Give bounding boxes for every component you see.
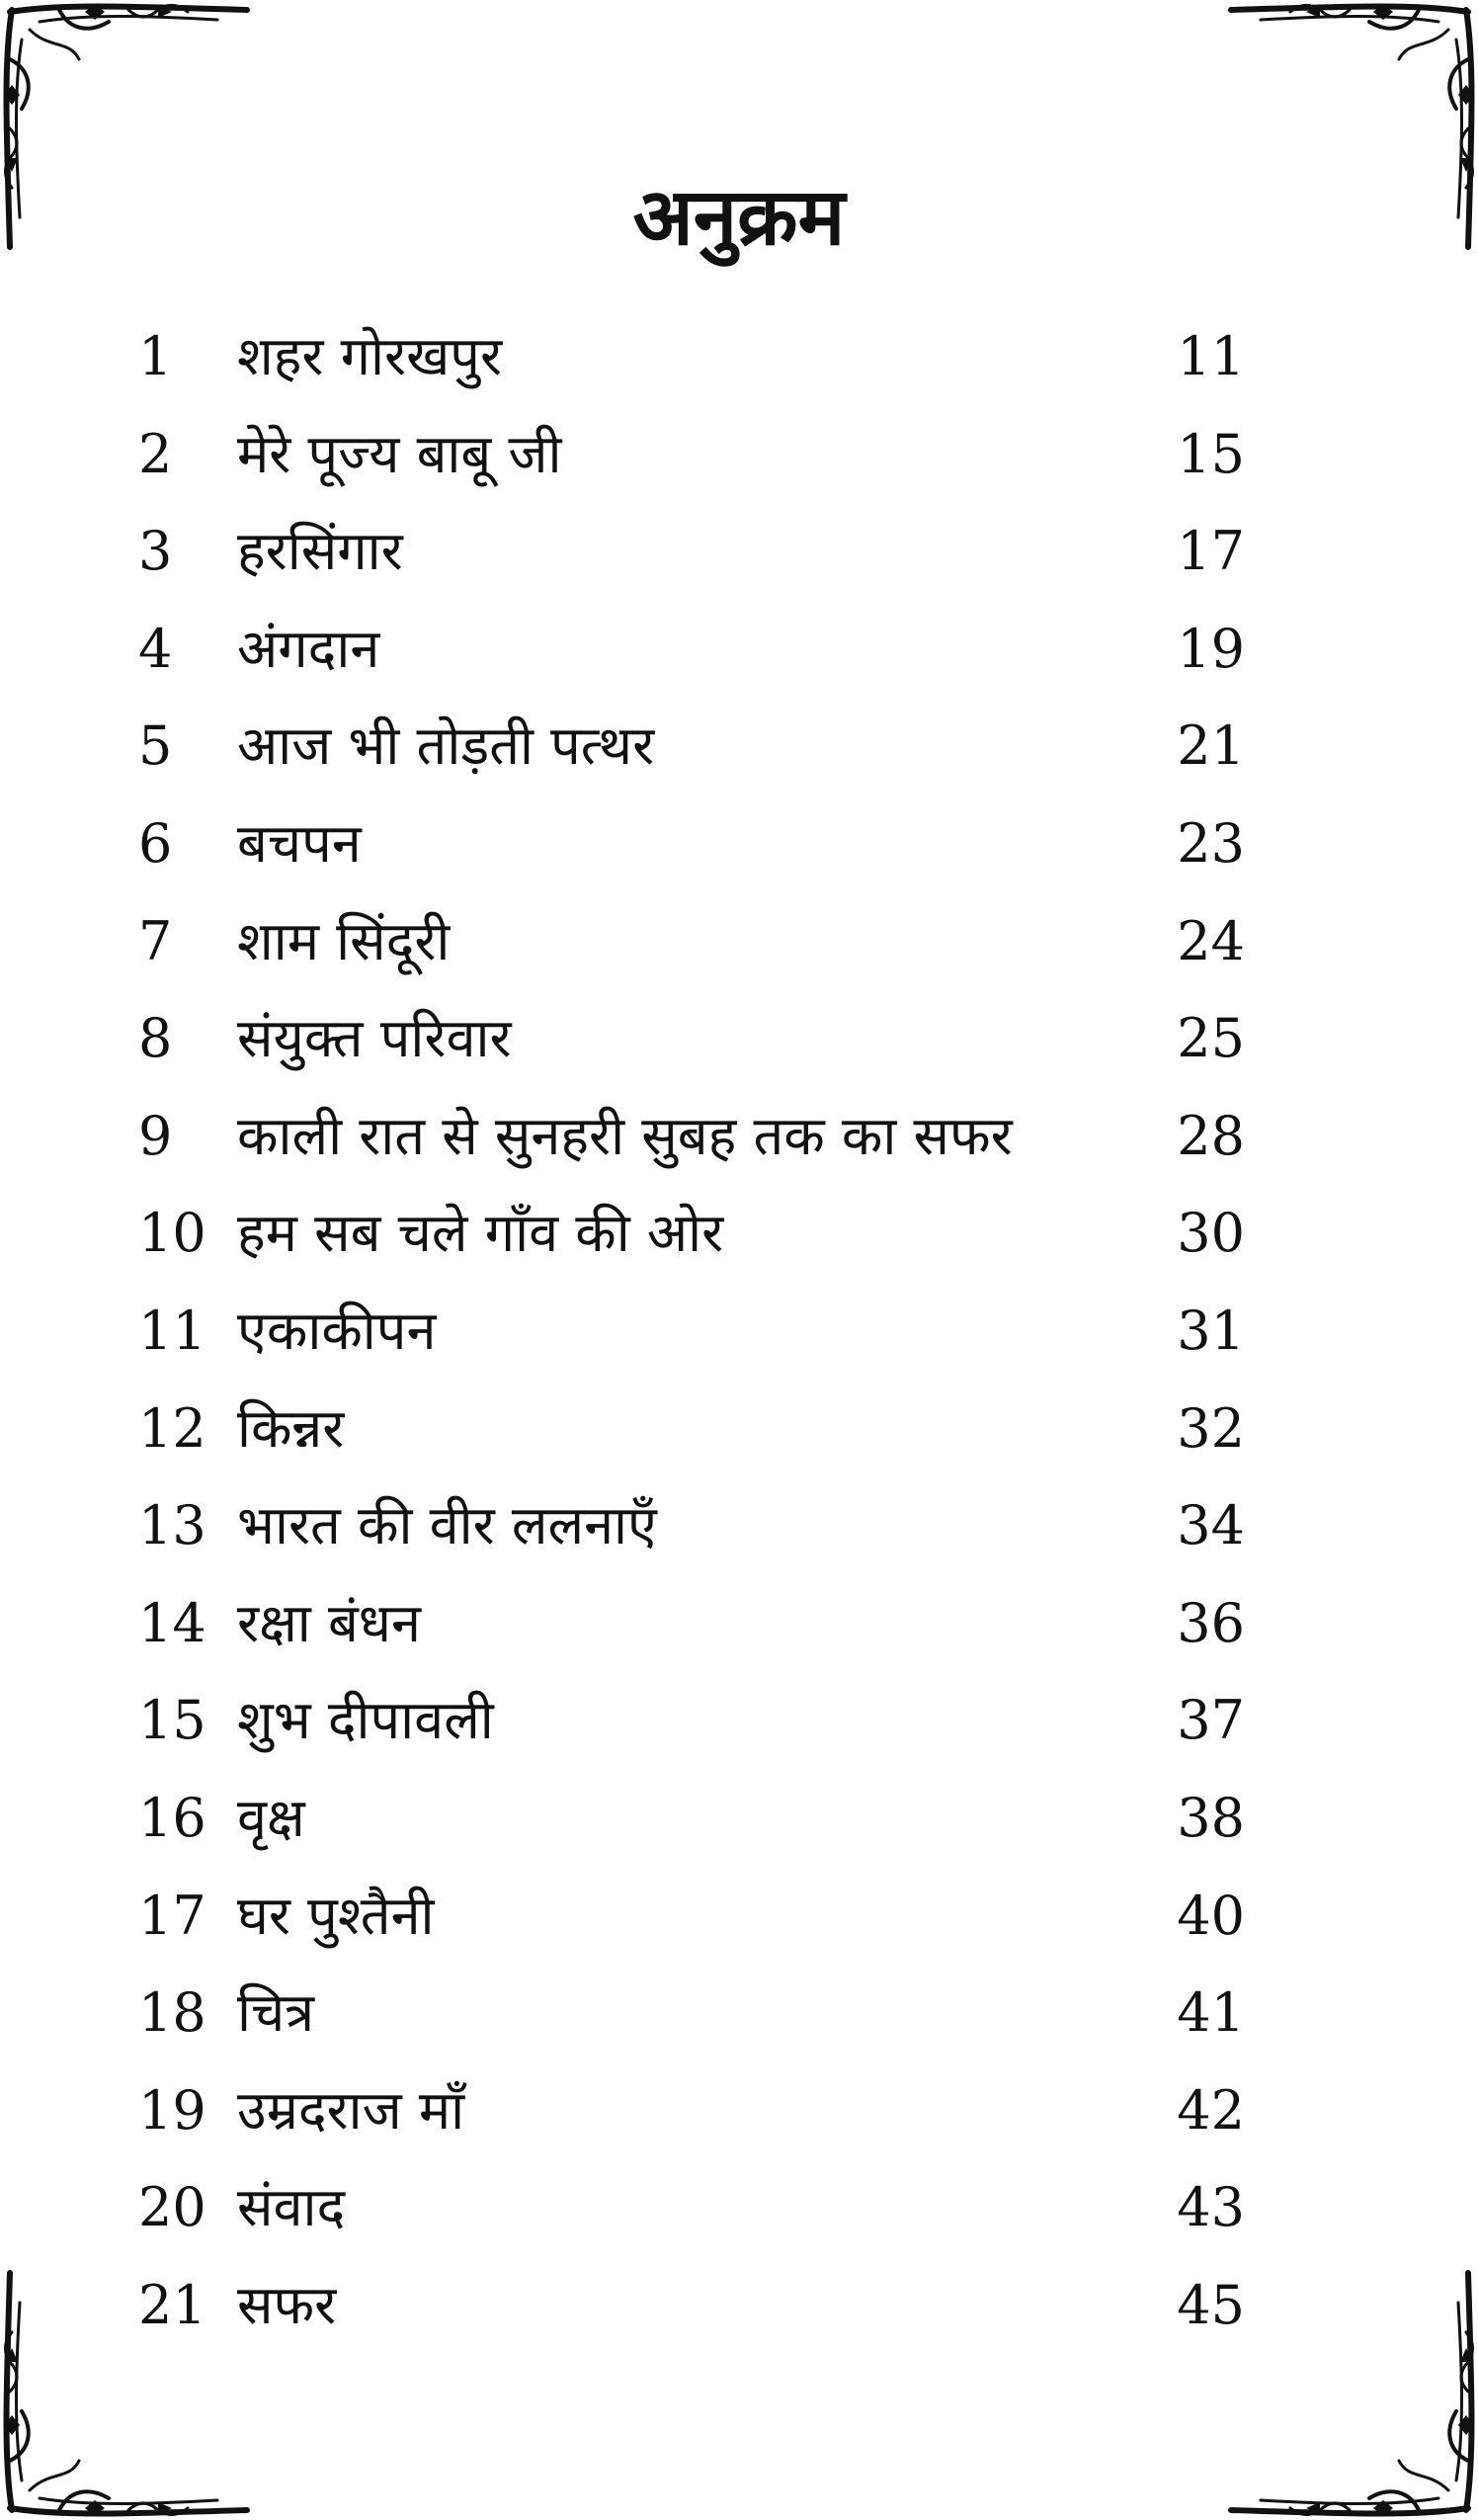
toc-entry-page: 43 [1177, 2176, 1245, 2239]
toc-entry-title: रक्षा बंधन [237, 1591, 421, 1654]
toc-entry-page: 36 [1177, 1591, 1245, 1654]
page-title: अनुक्रम [632, 171, 846, 263]
toc-entry-page: 38 [1177, 1786, 1245, 1849]
toc-entry-number: 18 [138, 1981, 206, 2045]
toc-entry-number: 8 [138, 1007, 173, 1070]
toc-entry-title: शाम सिंदूरी [237, 909, 451, 972]
toc-entry-title: काली रात से सुनहरी सुबह तक का सफर [237, 1104, 1013, 1167]
toc-entry [138, 1965, 1245, 2062]
toc-entry-number: 3 [138, 520, 173, 583]
toc-entry-number: 5 [138, 714, 173, 778]
toc-entry [138, 1477, 1245, 1575]
toc-entry-page: 21 [1177, 714, 1245, 778]
toc-entry-number: 21 [138, 2273, 206, 2336]
toc-entry-page: 41 [1177, 1981, 1245, 2045]
toc-entry-title: अंगदान [237, 617, 380, 680]
toc-entry-title: घर पुश्तैनी [237, 1884, 435, 1947]
toc-entry [138, 1381, 1245, 1478]
toc-entry [138, 698, 1245, 796]
toc-entry-page: 31 [1177, 1299, 1245, 1362]
toc-entry-title: हरसिंगार [237, 520, 403, 583]
toc-entry-page: 34 [1177, 1494, 1245, 1557]
toc-entry-page: 32 [1177, 1396, 1245, 1460]
toc-entry-number: 2 [138, 422, 173, 485]
toc-entry-page: 30 [1177, 1202, 1245, 1265]
toc-entry [138, 1575, 1245, 1673]
toc-entry-number: 1 [138, 325, 173, 387]
toc-entry-number: 15 [138, 1689, 206, 1752]
toc-entry-number: 19 [138, 2078, 206, 2142]
toc-entry [138, 1770, 1245, 1868]
toc-entry-page: 42 [1177, 2078, 1245, 2142]
toc-entry-title: संवाद [237, 2176, 346, 2239]
toc-entry-page: 17 [1177, 520, 1245, 583]
corner-flourish-icon [1221, 2263, 1478, 2520]
toc-entry [138, 2159, 1245, 2257]
toc-entry [138, 796, 1245, 893]
toc-entry-page: 40 [1177, 1884, 1245, 1947]
toc-entry-number: 12 [138, 1396, 206, 1460]
toc-entry [138, 1283, 1245, 1381]
toc-entry-number: 6 [138, 811, 173, 875]
toc-entry-number: 9 [138, 1104, 173, 1167]
toc-entry-title: सफर [237, 2273, 337, 2336]
toc-entry-page: 11 [1177, 325, 1245, 387]
toc-entry-number: 17 [138, 1884, 206, 1947]
toc-entry-page: 25 [1177, 1007, 1245, 1070]
toc-entry-page: 24 [1177, 909, 1245, 972]
toc-entry-page: 45 [1177, 2273, 1245, 2336]
toc-entry [138, 1868, 1245, 1966]
toc-entry-title: भारत की वीर ललनाएँ [237, 1494, 657, 1557]
toc-entry [138, 308, 1245, 406]
toc-entry-page: 37 [1177, 1689, 1245, 1752]
toc-entry-title: संयुक्त परिवार [237, 1007, 512, 1070]
toc-entry-number: 14 [138, 1591, 206, 1654]
toc-entry [138, 2062, 1245, 2160]
toc-entry-title: उम्रदराज माँ [237, 2078, 465, 2142]
toc-entry-number: 20 [138, 2176, 206, 2239]
toc-entry-number: 4 [138, 617, 173, 680]
toc-entry-title: बचपन [237, 811, 362, 875]
toc-entry-page: 15 [1177, 422, 1245, 485]
toc-entry [138, 1185, 1245, 1283]
toc-entry [138, 1088, 1245, 1186]
toc-entry-number: 11 [138, 1299, 206, 1362]
toc-entry [138, 601, 1245, 699]
toc-entry-number: 7 [138, 909, 173, 972]
toc-entry [138, 1672, 1245, 1770]
toc-entry [138, 406, 1245, 504]
toc-entry-title: एकाकीपन [237, 1299, 437, 1362]
toc-entry-number: 13 [138, 1494, 206, 1557]
toc-entry-title: चित्र [237, 1981, 315, 2045]
toc-entry [138, 990, 1245, 1088]
toc-entry-title: शुभ दीपावली [237, 1689, 494, 1752]
toc-list [138, 308, 1245, 2354]
toc-entry-number: 10 [138, 1202, 206, 1265]
toc-entry-title: किन्नर [237, 1396, 345, 1460]
toc-entry [138, 503, 1245, 601]
toc-entry [138, 893, 1245, 991]
toc-entry-page: 23 [1177, 811, 1245, 875]
toc-entry-title: शहर गोरखपुर [237, 325, 503, 387]
toc-entry-title: आज भी तोड़ती पत्थर [237, 714, 655, 778]
toc-entry-page: 28 [1177, 1104, 1245, 1167]
toc-entry-number: 16 [138, 1786, 206, 1849]
toc-entry [138, 2257, 1245, 2355]
toc-entry-title: वृक्ष [237, 1786, 305, 1849]
toc-entry-title: हम सब चले गाँव की ओर [237, 1202, 724, 1265]
toc-entry-page: 19 [1177, 617, 1245, 680]
toc-entry-title: मेरे पूज्य बाबू जी [237, 422, 562, 485]
